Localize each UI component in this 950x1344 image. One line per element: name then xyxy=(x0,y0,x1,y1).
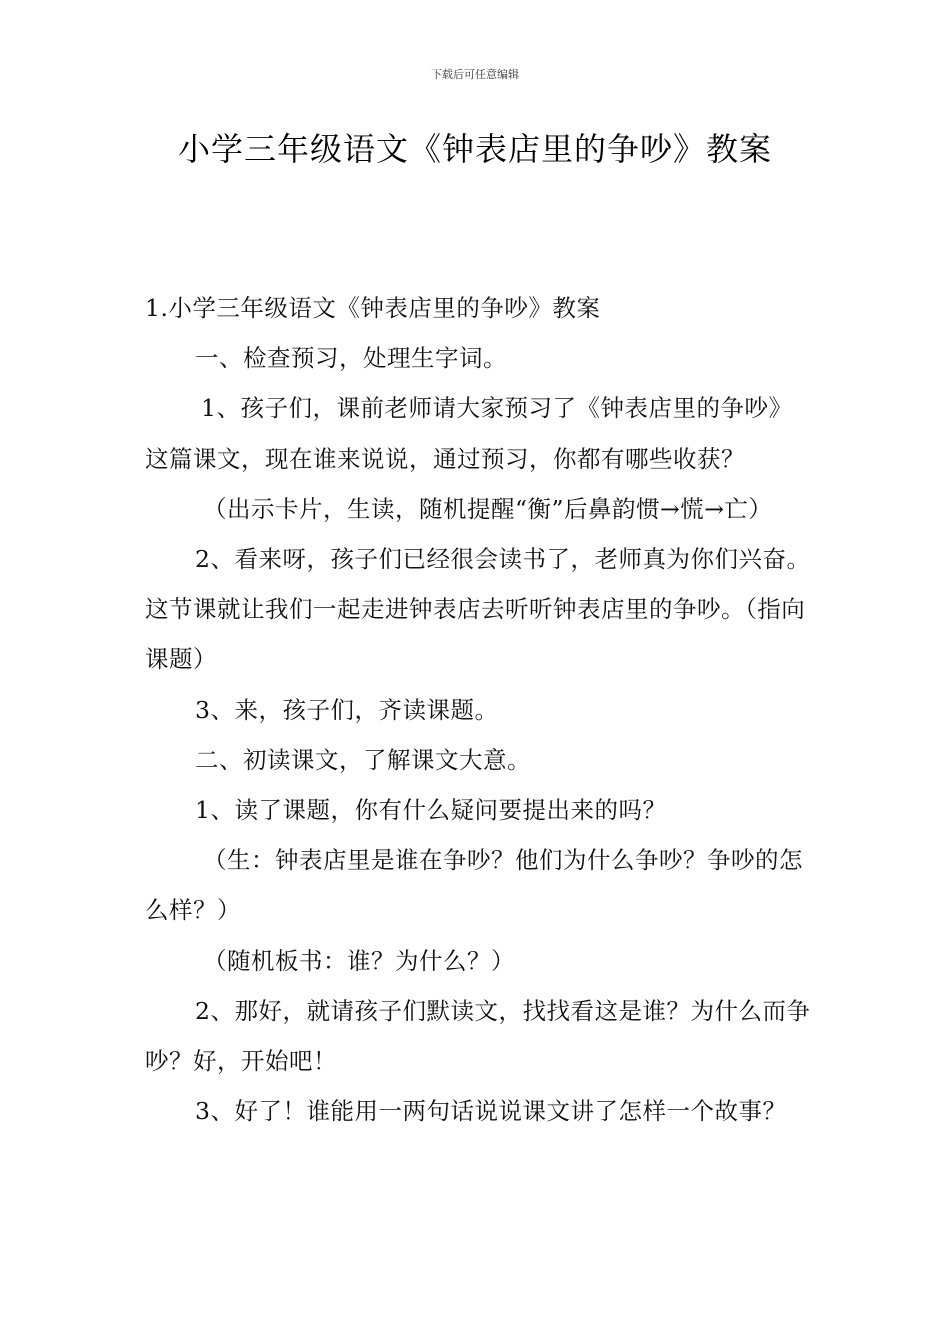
paragraph: （随机板书：谁？为什么？） xyxy=(203,946,515,975)
header-note: 下载后可任意编辑 xyxy=(431,68,519,81)
paragraph: 3、好了！谁能用一两句话说说课文讲了怎样一个故事？ xyxy=(195,1097,787,1126)
paragraph: 2、看来呀，孩子们已经很会读书了，老师真为你们兴奋。这节课就让我们一起走进钟表店去听听钟表店里的争吵。（指向课题） xyxy=(145,545,811,674)
paragraph: （生：钟表店里是谁在争吵？他们为什么争吵？争吵的怎么样？） xyxy=(145,846,803,925)
paragraph: 3、来，孩子们，齐读课题。 xyxy=(195,695,499,724)
paragraph: 一、检查预习，处理生字词。 xyxy=(195,344,507,373)
paragraph: 1、读了课题，你有什么疑问要提出来的吗？ xyxy=(195,796,667,825)
document-body xyxy=(145,283,811,1136)
paragraph: 二、初读课文，了解课文大意。 xyxy=(195,745,531,774)
section-heading: 1.小学三年级语文《钟表店里的争吵》教案 xyxy=(145,294,601,322)
document-title: 小学三年级语文《钟表店里的争吵》教案 xyxy=(177,130,772,168)
paragraph: （出示卡片，生读，随机提醒“衡”后鼻韵惯→慌→亡） xyxy=(203,494,773,523)
paragraph: 2、那好，就请孩子们默读文，找找看这是谁？为什么而争吵？好，开始吧！ xyxy=(145,996,811,1076)
paragraph: 1、孩子们，课前老师请大家预习了《钟表店里的争吵》这篇课文，现在谁来说说，通过预习，你都有哪些收获？ xyxy=(145,394,793,473)
